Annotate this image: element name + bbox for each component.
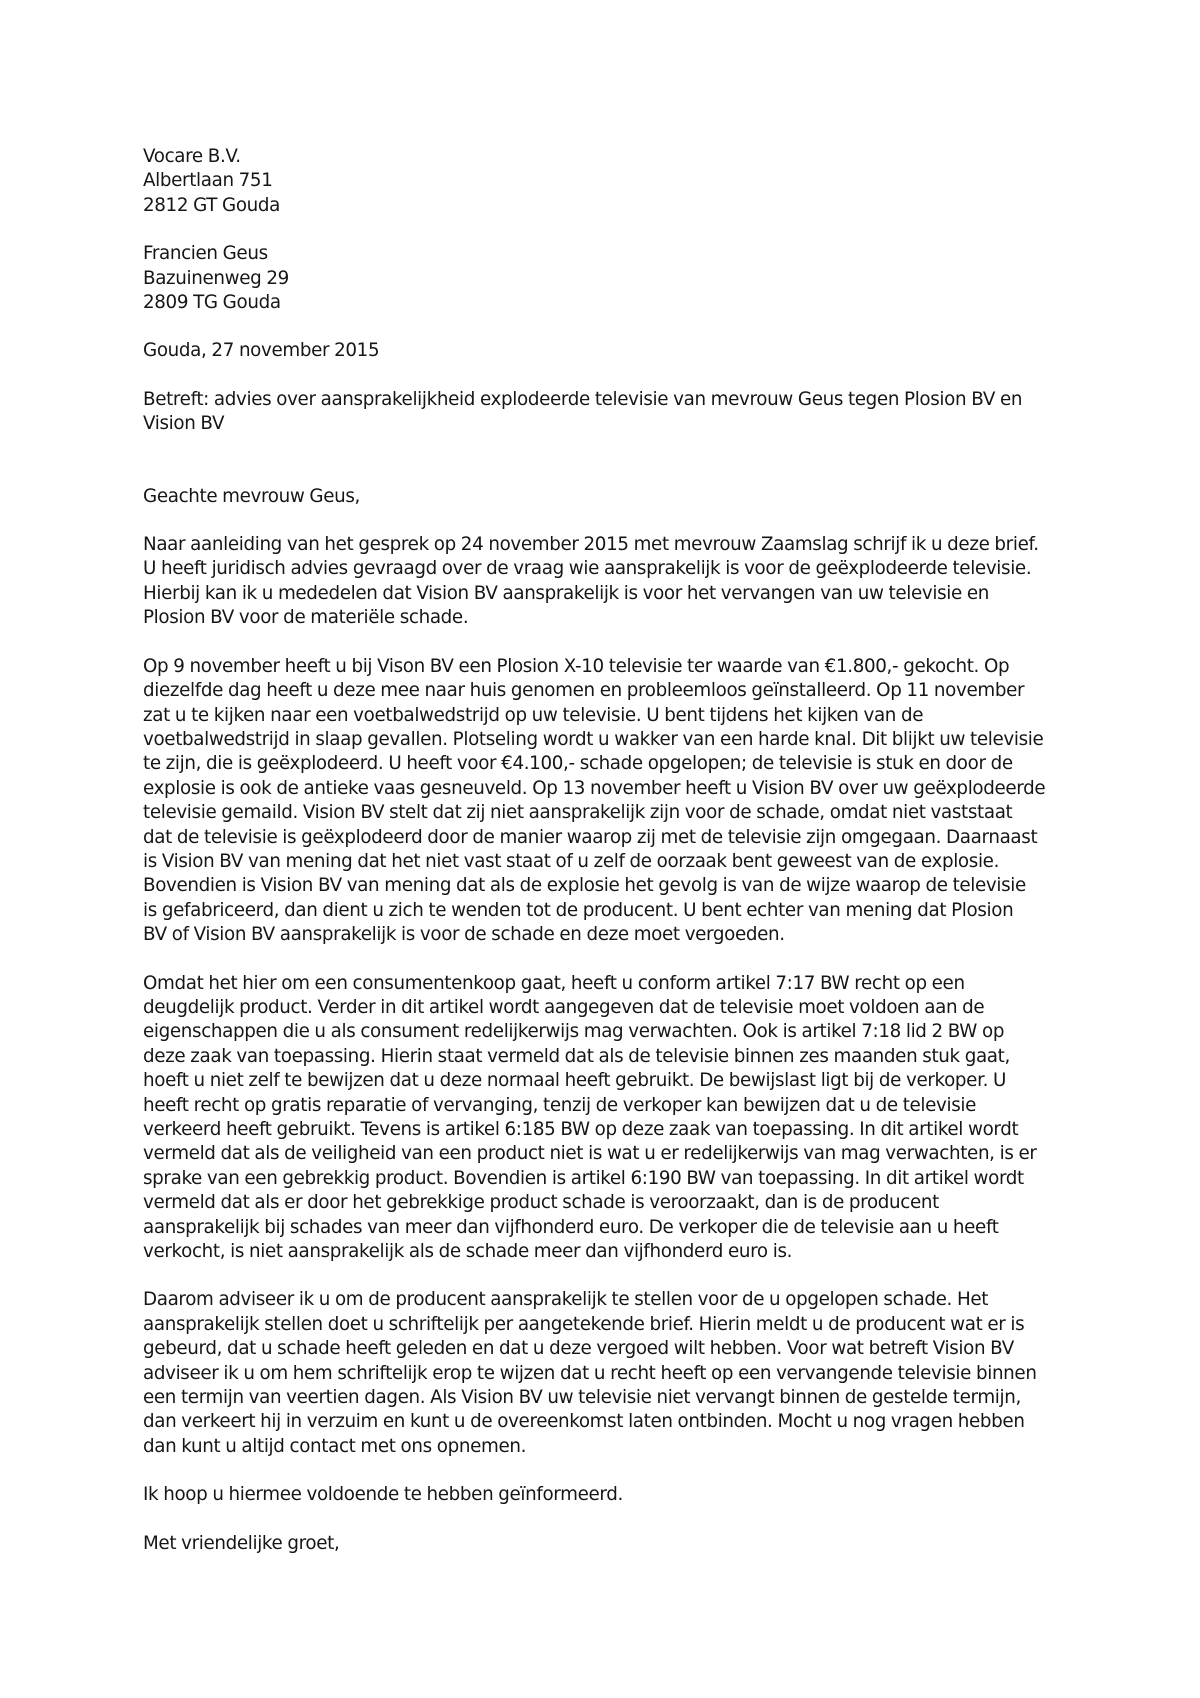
paragraph-line: BV of Vision BV aansprakelijk is voor de schade en deze moet vergoeden. [143,924,785,946]
subject-text-line: Betreft: advies over aansprakelijkheid explodeerde televisie van mevrouw Geus tegen Plosion BV en [143,388,1023,410]
closing-text: Ik hoop u hiermee voldoende te hebben geïnformeerd. [143,1484,623,1506]
paragraph-line: dat de televisie is geëxplodeerd door de manier waarop zij met de televisie zijn omgegaan. Daarnaast [143,826,1038,848]
subject-text-line: Vision BV [143,413,225,435]
paragraph-line: Omdat het hier om een consumentenkoop gaat, heeft u conform artikel 7:17 BW recht op een [143,972,965,994]
sign-off-text: Met vriendelijke groet, [143,1532,340,1554]
paragraph-legal-analysis [143,972,1063,1265]
paragraph-line: heeft recht op gratis reparatie of vervanging, tenzij de verkoper kan bewijzen dat u de televisie [143,1094,977,1116]
paragraph-line: is Vision BV van mening dat het niet vast staat of u zelf de oorzaak bent geweest van de explosie. [143,850,1000,872]
paragraph-line: vermeld dat als er door het gebrekkige product schade is veroorzaakt, dan is de producent [143,1192,939,1214]
paragraph-line: eigenschappen die u als consument redelijkerwijs mag verwachten. Ook is artikel 7:18 lid 2 BW op [143,1021,1005,1043]
salutation-text: Geachte mevrouw Geus, [143,485,360,507]
paragraph-line: Bovendien is Vision BV van mening dat als de explosie het gevolg is van de wijze waarop de televisie [143,875,1026,897]
paragraph-line: aansprakelijk stellen doet u schriftelijk per aangetekende brief. Hierin meldt u de producent wat er is [143,1313,1025,1335]
paragraph-line: dan kunt u altijd contact met ons opnemen. [143,1435,527,1457]
paragraph-line: een termijn van veertien dagen. Als Vision BV uw televisie niet vervangt binnen de gestelde termijn, [143,1387,1021,1409]
paragraph-line: Naar aanleiding van het gesprek op 24 november 2015 met mevrouw Zaamslag schrijf ik u deze brief. [143,534,1039,556]
sender-street: Albertlaan 751 [143,170,273,192]
paragraph-line: Plosion BV voor de materiële schade. [143,607,469,629]
paragraph-facts [143,655,1063,948]
recipient-postal-city: 2809 TG Gouda [143,292,281,314]
date-line [143,339,1063,363]
subject-line [143,388,1063,437]
paragraph-line: Daarom adviseer ik u om de producent aansprakelijk te stellen voor de u opgelopen schade. Het [143,1289,989,1311]
sender-company: Vocare B.V. [143,146,241,167]
paragraph-line: explosie is ook de antieke vaas gesneuveld. Op 13 november heeft u Vision BV over uw geëxplodeerde [143,777,1046,799]
paragraph-line: verkocht, is niet aansprakelijk als de schade meer dan vijfhonderd euro is. [143,1241,793,1263]
sender-postal-city: 2812 GT Gouda [143,194,281,216]
paragraph-introduction [143,533,1063,631]
paragraph-line: is gefabriceerd, dan dient u zich te wenden tot de producent. U bent echter van mening dat Plosion [143,899,1014,921]
paragraph-line: dan verkeert hij in verzuim en kunt u de overeenkomst laten ontbinden. Mocht u nog vragen hebben [143,1411,1025,1433]
date-text: Gouda, 27 november 2015 [143,340,380,362]
paragraph-line: U heeft juridisch advies gevraagd over de vraag wie aansprakelijk is voor de geëxplodeerde televisie. [143,558,1032,580]
paragraph-advice [143,1288,1063,1459]
paragraph-line: voetbalwedstrijd in slaap gevallen. Plotseling wordt u wakker van een harde knal. Dit blijkt uw televisie [143,728,1044,750]
salutation [143,485,1063,509]
paragraph-line: verkeerd heeft gebruikt. Tevens is artikel 6:185 BW op deze zaak van toepassing. In dit artikel wordt [143,1119,1019,1140]
paragraph-line: deze zaak van toepassing. Hierin staat vermeld dat als de televisie binnen zes maanden stuk gaat, [143,1045,1010,1067]
paragraph-line: te zijn, die is geëxplodeerd. U heeft voor €4.100,- schade opgelopen; de televisie is stuk en door de [143,753,1013,775]
recipient-street: Bazuinenweg 29 [143,267,289,289]
paragraph-line: vermeld dat als de veiligheid van een product niet is wat u er redelijkerwijs van mag verwachten, is er [143,1143,1037,1165]
recipient-address [143,242,1063,315]
paragraph-line: sprake van een gebrekkig product. Bovendien is artikel 6:190 BW van toepassing. In dit artikel wordt [143,1167,1024,1189]
paragraph-line: Hierbij kan ik u mededelen dat Vision BV aansprakelijk is voor het vervangen van uw televisie en [143,582,989,604]
paragraph-line: televisie gemaild. Vision BV stelt dat zij niet aansprakelijk zijn voor de schade, omdat niet vaststaat [143,802,1013,824]
paragraph-line: deugdelijk product. Verder in dit artikel wordt aangegeven dat de televisie moet voldoen aan de [143,996,985,1018]
paragraph-line: aansprakelijk bij schades van meer dan vijfhonderd euro. De verkoper die de televisie aan u heeft [143,1216,999,1238]
recipient-name: Francien Geus [143,243,268,265]
sender-address [143,145,1063,218]
sign-off [143,1532,1063,1556]
closing-paragraph [143,1483,1063,1507]
paragraph-line: adviseer ik u om hem schriftelijk erop te wijzen dat u recht heeft op een vervangende televisie binnen [143,1362,1037,1384]
letter-body [143,145,1063,1556]
paragraph-line: gebeurd, dat u schade heeft geleden en dat u deze vergoed wilt hebben. Voor wat betreft Vision BV [143,1338,1014,1360]
paragraph-line: hoeft u niet zelf te bewijzen dat u deze normaal heeft gebruikt. De bewijslast ligt bij de verkoper. U [143,1070,1007,1092]
paragraph-line: Op 9 november heeft u bij Vison BV een Plosion X-10 televisie ter waarde van €1.800,- gekocht. Op [143,655,1010,677]
paragraph-line: diezelfde dag heeft u deze mee naar huis genomen en probleemloos geïnstalleerd. Op 11 november [143,680,1025,702]
paragraph-line: zat u te kijken naar een voetbalwedstrijd op uw televisie. U bent tijdens het kijken van de [143,704,924,726]
